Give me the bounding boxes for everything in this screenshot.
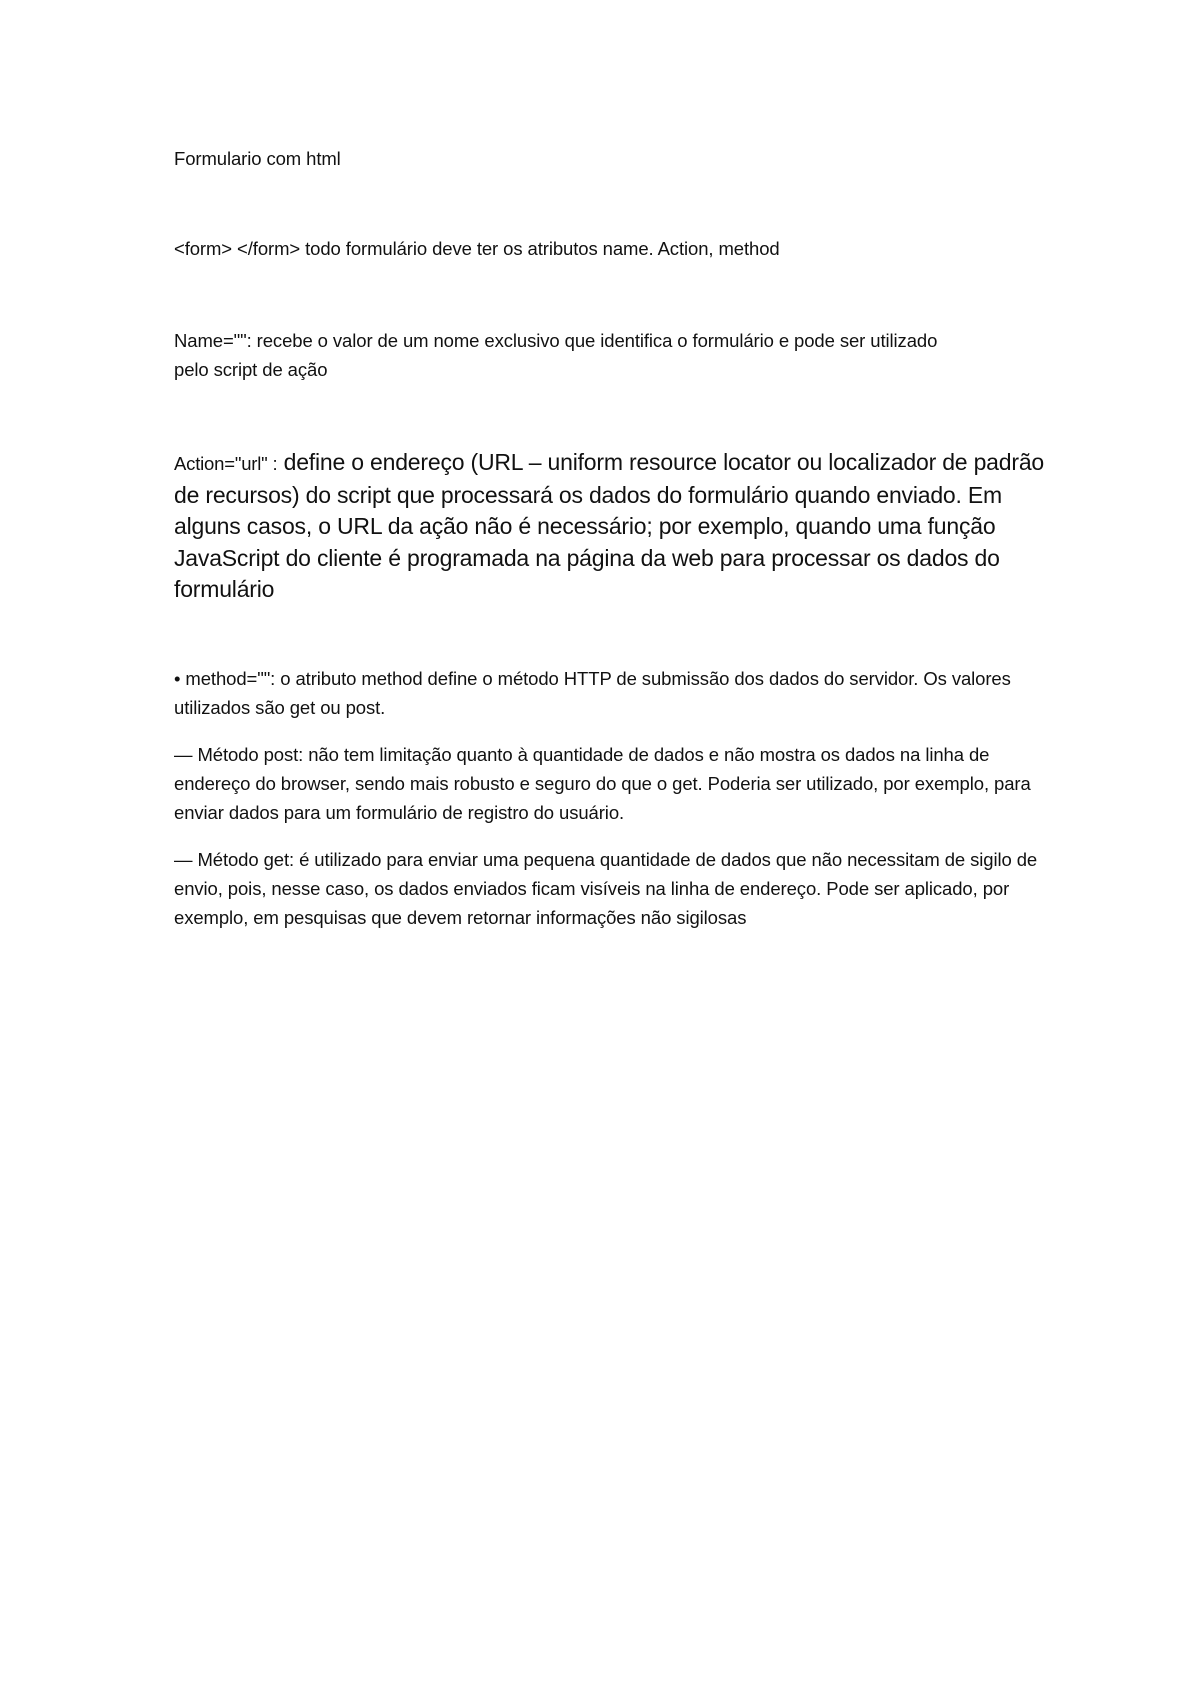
document-title: Formulario com html [174,148,341,169]
action-attribute-label: Action="url" : [174,453,278,474]
action-attribute-description: define o endereço (URL – uniform resource locator ou localizador de padrão de recursos) do script que processará os dados do formulário quando enviado. Em alguns casos, o URL da ação não é necessário; por exemplo, quando uma função JavaScript do cliente é programada na página da web para processar os dados do formulário [174,449,1045,602]
name-attribute-paragraph: Name="": recebe o valor de um nome exclusivo que identifica o formulário e pode ser utilizado pelo script de ação [174,330,938,380]
post-method-paragraph: — Método post: não tem limitação quanto à quantidade de dados e não mostra os dados na linha de endereço do browser, sendo mais robusto e seguro do que o get. Poderia ser utilizado, por exemplo, para enviar dados para um formulário de registro do usuário. [174,744,1031,823]
form-tag-paragraph: <form> </form> todo formulário deve ter os atributos name. Action, method [174,238,780,259]
method-attribute-paragraph: • method="": o atributo method define o método HTTP de submissão dos dados do servidor. Os valores utilizados são get ou post. [174,668,1011,718]
get-method-paragraph: — Método get: é utilizado para enviar uma pequena quantidade de dados que não necessitam de sigilo de envio, pois, nesse caso, os dados enviados ficam visíveis na linha de endereço. Pode ser aplicado, por exemplo, em pesquisas que devem retornar informações não sigilosas [174,849,1038,928]
action-attribute-paragraph [174,447,1054,606]
